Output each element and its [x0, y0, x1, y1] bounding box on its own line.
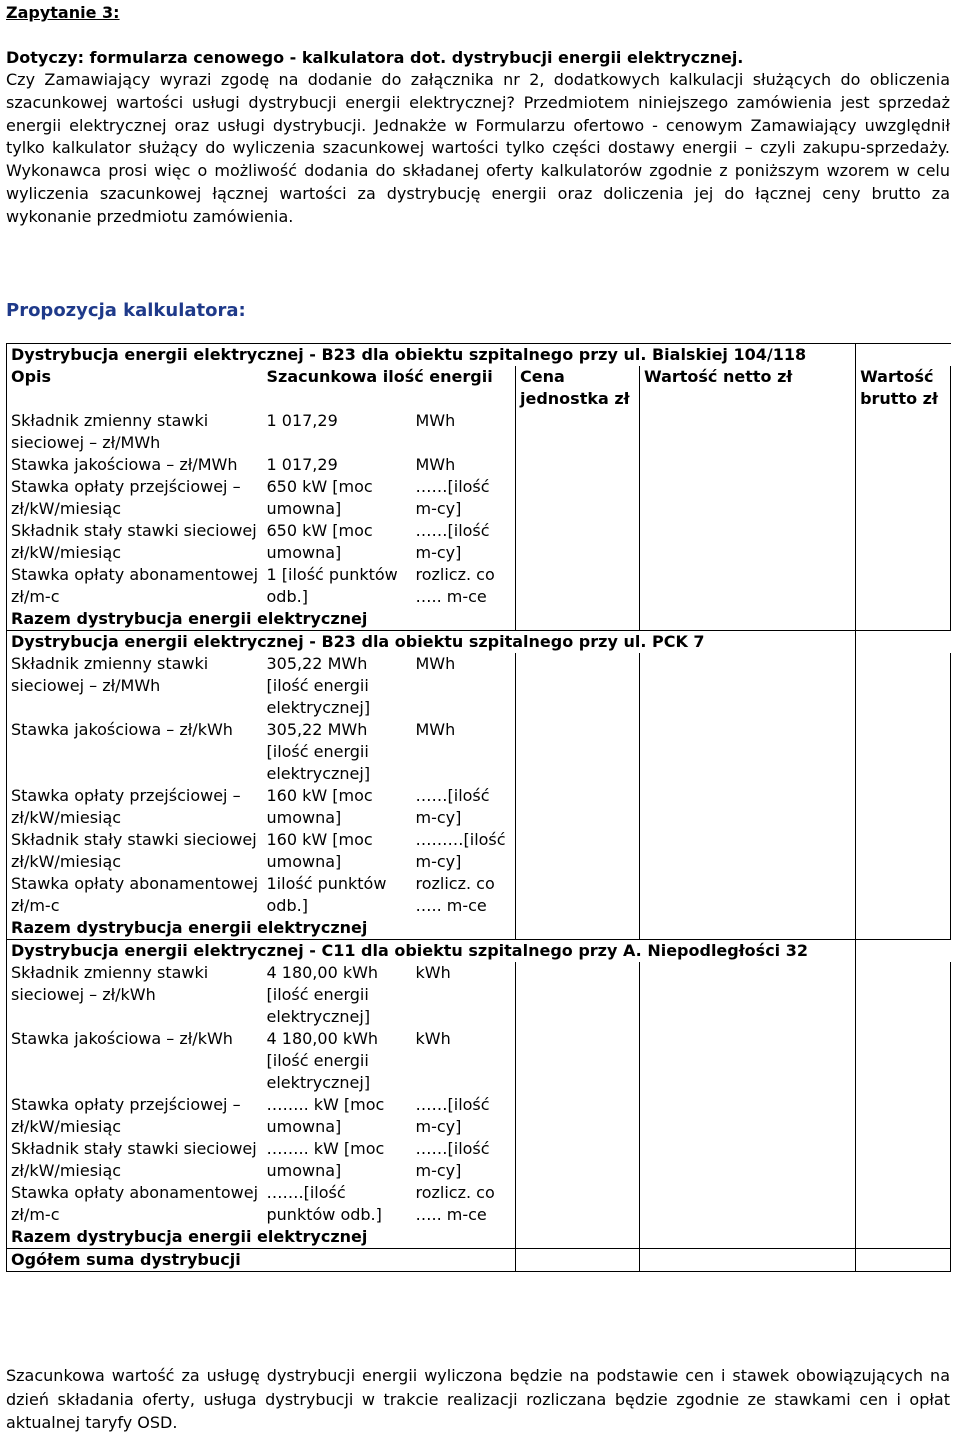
proposal-heading: Propozycja kalkulatora:: [6, 300, 246, 321]
calculator-table-wrap: [6, 343, 950, 1272]
row-quantity: 305,22 MWh [ilość energii elektrycznej]: [266, 654, 371, 717]
row-gross-value: [856, 1094, 951, 1138]
row-unit: rozlicz. co ….. m-ce: [415, 1183, 495, 1224]
section-title: Dystrybucja energii elektrycznej - B23 dla obiektu szpitalnego przy ul. PCK 7: [7, 631, 856, 654]
row-quantity: 160 kW [moc umowna]: [266, 830, 373, 871]
header-ilosc: Szacunkowa ilość energii: [266, 367, 493, 386]
row-net-value: [640, 1028, 856, 1094]
section-title: Dystrybucja energii elektrycznej - C11 dla obiektu szpitalnego przy A. Niepodległości 32: [7, 940, 856, 963]
row-gross-value: [856, 410, 951, 454]
row-unit-price: [516, 410, 640, 454]
row-net-value: [640, 520, 856, 564]
row-net-value: [640, 785, 856, 829]
header-row: [7, 366, 951, 410]
row-description: Stawka opłaty abonamentowej zł/m-c: [7, 1182, 263, 1226]
section-total-row: [7, 608, 951, 631]
row-unit-price: [516, 829, 640, 873]
row-unit: rozlicz. co ….. m-ce: [415, 874, 495, 915]
total-net-value: [640, 1226, 856, 1249]
row-gross-value: [856, 520, 951, 564]
row-unit: MWh: [415, 455, 456, 474]
row-gross-value: [856, 873, 951, 917]
table-row: [7, 962, 951, 1028]
row-description: Stawka jakościowa – zł/kWh: [7, 719, 263, 785]
row-description: Stawka opłaty abonamentowej zł/m-c: [7, 564, 263, 608]
row-gross-value: [856, 1028, 951, 1094]
total-net-value: [640, 608, 856, 631]
row-gross-value: [856, 829, 951, 873]
table-row: [7, 476, 951, 520]
row-net-value: [640, 653, 856, 719]
section-title-row: [7, 940, 951, 963]
row-unit: rozlicz. co ….. m-ce: [415, 565, 495, 606]
row-gross-value: [856, 1182, 951, 1226]
row-unit-price: [516, 719, 640, 785]
grand-net-value: [640, 1249, 856, 1272]
row-description: Stawka opłaty abonamentowej zł/m-c: [7, 873, 263, 917]
row-net-value: [640, 873, 856, 917]
row-net-value: [640, 1094, 856, 1138]
row-description: Składnik zmienny stawki sieciowej – zł/MWh: [7, 410, 263, 454]
row-quantity: 1ilość punktów odb.]: [266, 874, 387, 915]
row-description: Stawka opłaty przejściowej – zł/kW/miesiąc: [7, 1094, 263, 1138]
row-quantity: …….[ilość punktów odb.]: [266, 1183, 382, 1224]
question-title: Zapytanie 3:: [6, 3, 120, 22]
grand-gross-value: [856, 1249, 951, 1272]
table-row: [7, 653, 951, 719]
row-unit: ……[ilość m-cy]: [415, 477, 490, 518]
total-unit-price: [516, 608, 640, 631]
row-quantity: 650 kW [moc umowna]: [266, 477, 373, 518]
grand-total-row: [7, 1249, 951, 1272]
row-gross-value: [856, 1138, 951, 1182]
section-total: Razem dystrybucja energii elektrycznej: [7, 1226, 516, 1249]
row-gross-value: [856, 785, 951, 829]
row-unit-price: [516, 1094, 640, 1138]
row-unit: MWh: [415, 411, 456, 430]
row-gross-value: [856, 962, 951, 1028]
row-quantity: 160 kW [moc umowna]: [266, 786, 373, 827]
section-total: Razem dystrybucja energii elektrycznej: [7, 917, 516, 940]
section-title-row: [7, 631, 951, 654]
row-unit: MWh: [415, 720, 456, 739]
row-unit: ……[ilość m-cy]: [415, 786, 490, 827]
total-unit-price: [516, 1226, 640, 1249]
table-row: [7, 1028, 951, 1094]
section-title: Dystrybucja energii elektrycznej - B23 dla obiektu szpitalnego przy ul. Bialskiej 104/118: [7, 344, 856, 367]
row-gross-value: [856, 719, 951, 785]
total-unit-price: [516, 917, 640, 940]
table-row: [7, 1138, 951, 1182]
row-net-value: [640, 410, 856, 454]
row-unit: MWh: [415, 654, 456, 673]
row-unit: ……[ilość m-cy]: [415, 1095, 490, 1136]
calculator-table: [6, 343, 951, 1272]
empty-cell: [856, 631, 951, 654]
header-netto: Wartość netto zł: [640, 366, 856, 410]
row-quantity: 1 017,29: [266, 411, 338, 430]
total-net-value: [640, 917, 856, 940]
table-row: [7, 785, 951, 829]
footer-note: Szacunkowa wartość za usługę dystrybucji energii wyliczona będzie na podstawie cen i stawek obowiązujących na dzień składania oferty, usługa dystrybucji w trakcie realizacji rozliczana będzie zgodnie ze stawkami cen i opłat aktualnej taryfy OSD.: [6, 1366, 950, 1432]
row-description: Składnik stały stawki sieciowej zł/kW/miesiąc: [7, 520, 263, 564]
row-gross-value: [856, 454, 951, 476]
row-description: Składnik stały stawki sieciowej zł/kW/miesiąc: [7, 829, 263, 873]
row-description: Składnik stały stawki sieciowej zł/kW/miesiąc: [7, 1138, 263, 1182]
table-row: [7, 564, 951, 608]
header-opis: Opis: [7, 366, 263, 410]
table-row: [7, 1094, 951, 1138]
row-net-value: [640, 719, 856, 785]
row-quantity: …….. kW [moc umowna]: [266, 1139, 385, 1180]
total-gross-value: [856, 1226, 951, 1249]
row-quantity: 1 017,29: [266, 455, 338, 474]
row-unit-price: [516, 962, 640, 1028]
table-row: [7, 410, 951, 454]
row-unit: ………[ilość m-cy]: [415, 830, 506, 871]
row-unit: ……[ilość m-cy]: [415, 521, 490, 562]
row-net-value: [640, 476, 856, 520]
row-unit-price: [516, 1028, 640, 1094]
row-net-value: [640, 829, 856, 873]
header-brutto: Wartość brutto zł: [856, 366, 951, 410]
row-unit-price: [516, 785, 640, 829]
table-row: [7, 520, 951, 564]
table-row: [7, 829, 951, 873]
row-gross-value: [856, 653, 951, 719]
row-description: Stawka jakościowa – zł/kWh: [7, 1028, 263, 1094]
empty-cell: [856, 344, 951, 367]
row-net-value: [640, 1182, 856, 1226]
section-total: Razem dystrybucja energii elektrycznej: [7, 608, 516, 631]
row-unit-price: [516, 476, 640, 520]
row-unit-price: [516, 1138, 640, 1182]
total-gross-value: [856, 608, 951, 631]
question-subject: Dotyczy: formularza cenowego - kalkulatora dot. dystrybucji energii elektrycznej.: [6, 48, 744, 67]
section-total-row: [7, 1226, 951, 1249]
row-quantity: …….. kW [moc umowna]: [266, 1095, 385, 1136]
header-cena: Cena jednostka zł: [516, 366, 640, 410]
row-unit-price: [516, 520, 640, 564]
row-net-value: [640, 962, 856, 1028]
row-quantity: 305,22 MWh [ilość energii elektrycznej]: [266, 720, 371, 783]
row-unit-price: [516, 454, 640, 476]
row-quantity: 1 [ilość punktów odb.]: [266, 565, 398, 606]
row-net-value: [640, 564, 856, 608]
row-unit-price: [516, 1182, 640, 1226]
table-row: [7, 873, 951, 917]
row-quantity: 4 180,00 kWh [ilość energii elektrycznej]: [266, 963, 379, 1026]
row-unit-price: [516, 873, 640, 917]
row-description: Składnik zmienny stawki sieciowej – zł/kWh: [7, 962, 263, 1028]
grand-total: Ogółem suma dystrybucji: [7, 1249, 516, 1272]
row-unit: kWh: [415, 1029, 451, 1048]
section-total-row: [7, 917, 951, 940]
row-net-value: [640, 1138, 856, 1182]
row-gross-value: [856, 476, 951, 520]
row-gross-value: [856, 564, 951, 608]
table-row: [7, 454, 951, 476]
row-quantity: 4 180,00 kWh [ilość energii elektrycznej]: [266, 1029, 379, 1092]
row-description: Składnik zmienny stawki sieciowej – zł/MWh: [7, 653, 263, 719]
row-description: Stawka opłaty przejściowej – zł/kW/miesiąc: [7, 785, 263, 829]
row-description: Stawka jakościowa – zł/MWh: [7, 454, 263, 476]
table-row: [7, 719, 951, 785]
row-unit: ……[ilość m-cy]: [415, 1139, 490, 1180]
row-unit-price: [516, 653, 640, 719]
row-description: Stawka opłaty przejściowej – zł/kW/miesiąc: [7, 476, 263, 520]
row-quantity: 650 kW [moc umowna]: [266, 521, 373, 562]
row-unit-price: [516, 564, 640, 608]
grand-unit-price: [516, 1249, 640, 1272]
table-row: [7, 1182, 951, 1226]
row-net-value: [640, 454, 856, 476]
row-unit: kWh: [415, 963, 451, 982]
section-title-row: [7, 344, 951, 367]
empty-cell: [856, 940, 951, 963]
intro-paragraph: Czy Zamawiający wyrazi zgodę na dodanie do załącznika nr 2, dodatkowych kalkulacji służących do obliczenia szacunkowej wartości usługi dystrybucji energii elektrycznej? Przedmiotem niniejszego zamówienia jest sprzedaż energii elektrycznej oraz usługi dystrybucji. Jednakże w Formularzu ofertowo - cenowym Zamawiający uwzględnił tylko kalkulator służący do wyliczenia szacunkowej wartości tylko części dostawy energii – czyli zakupu-sprzedaży. Wykonawca prosi więc o możliwość dodania do składanej oferty kalkulatorów zgodnie z poniższym wzorem w celu wyliczenia szacunkowej łącznej wartości za dystrybucję energii oraz doliczenia jej do łącznej ceny brutto za wykonanie przedmiotu zamówienia.: [6, 70, 950, 226]
total-gross-value: [856, 917, 951, 940]
